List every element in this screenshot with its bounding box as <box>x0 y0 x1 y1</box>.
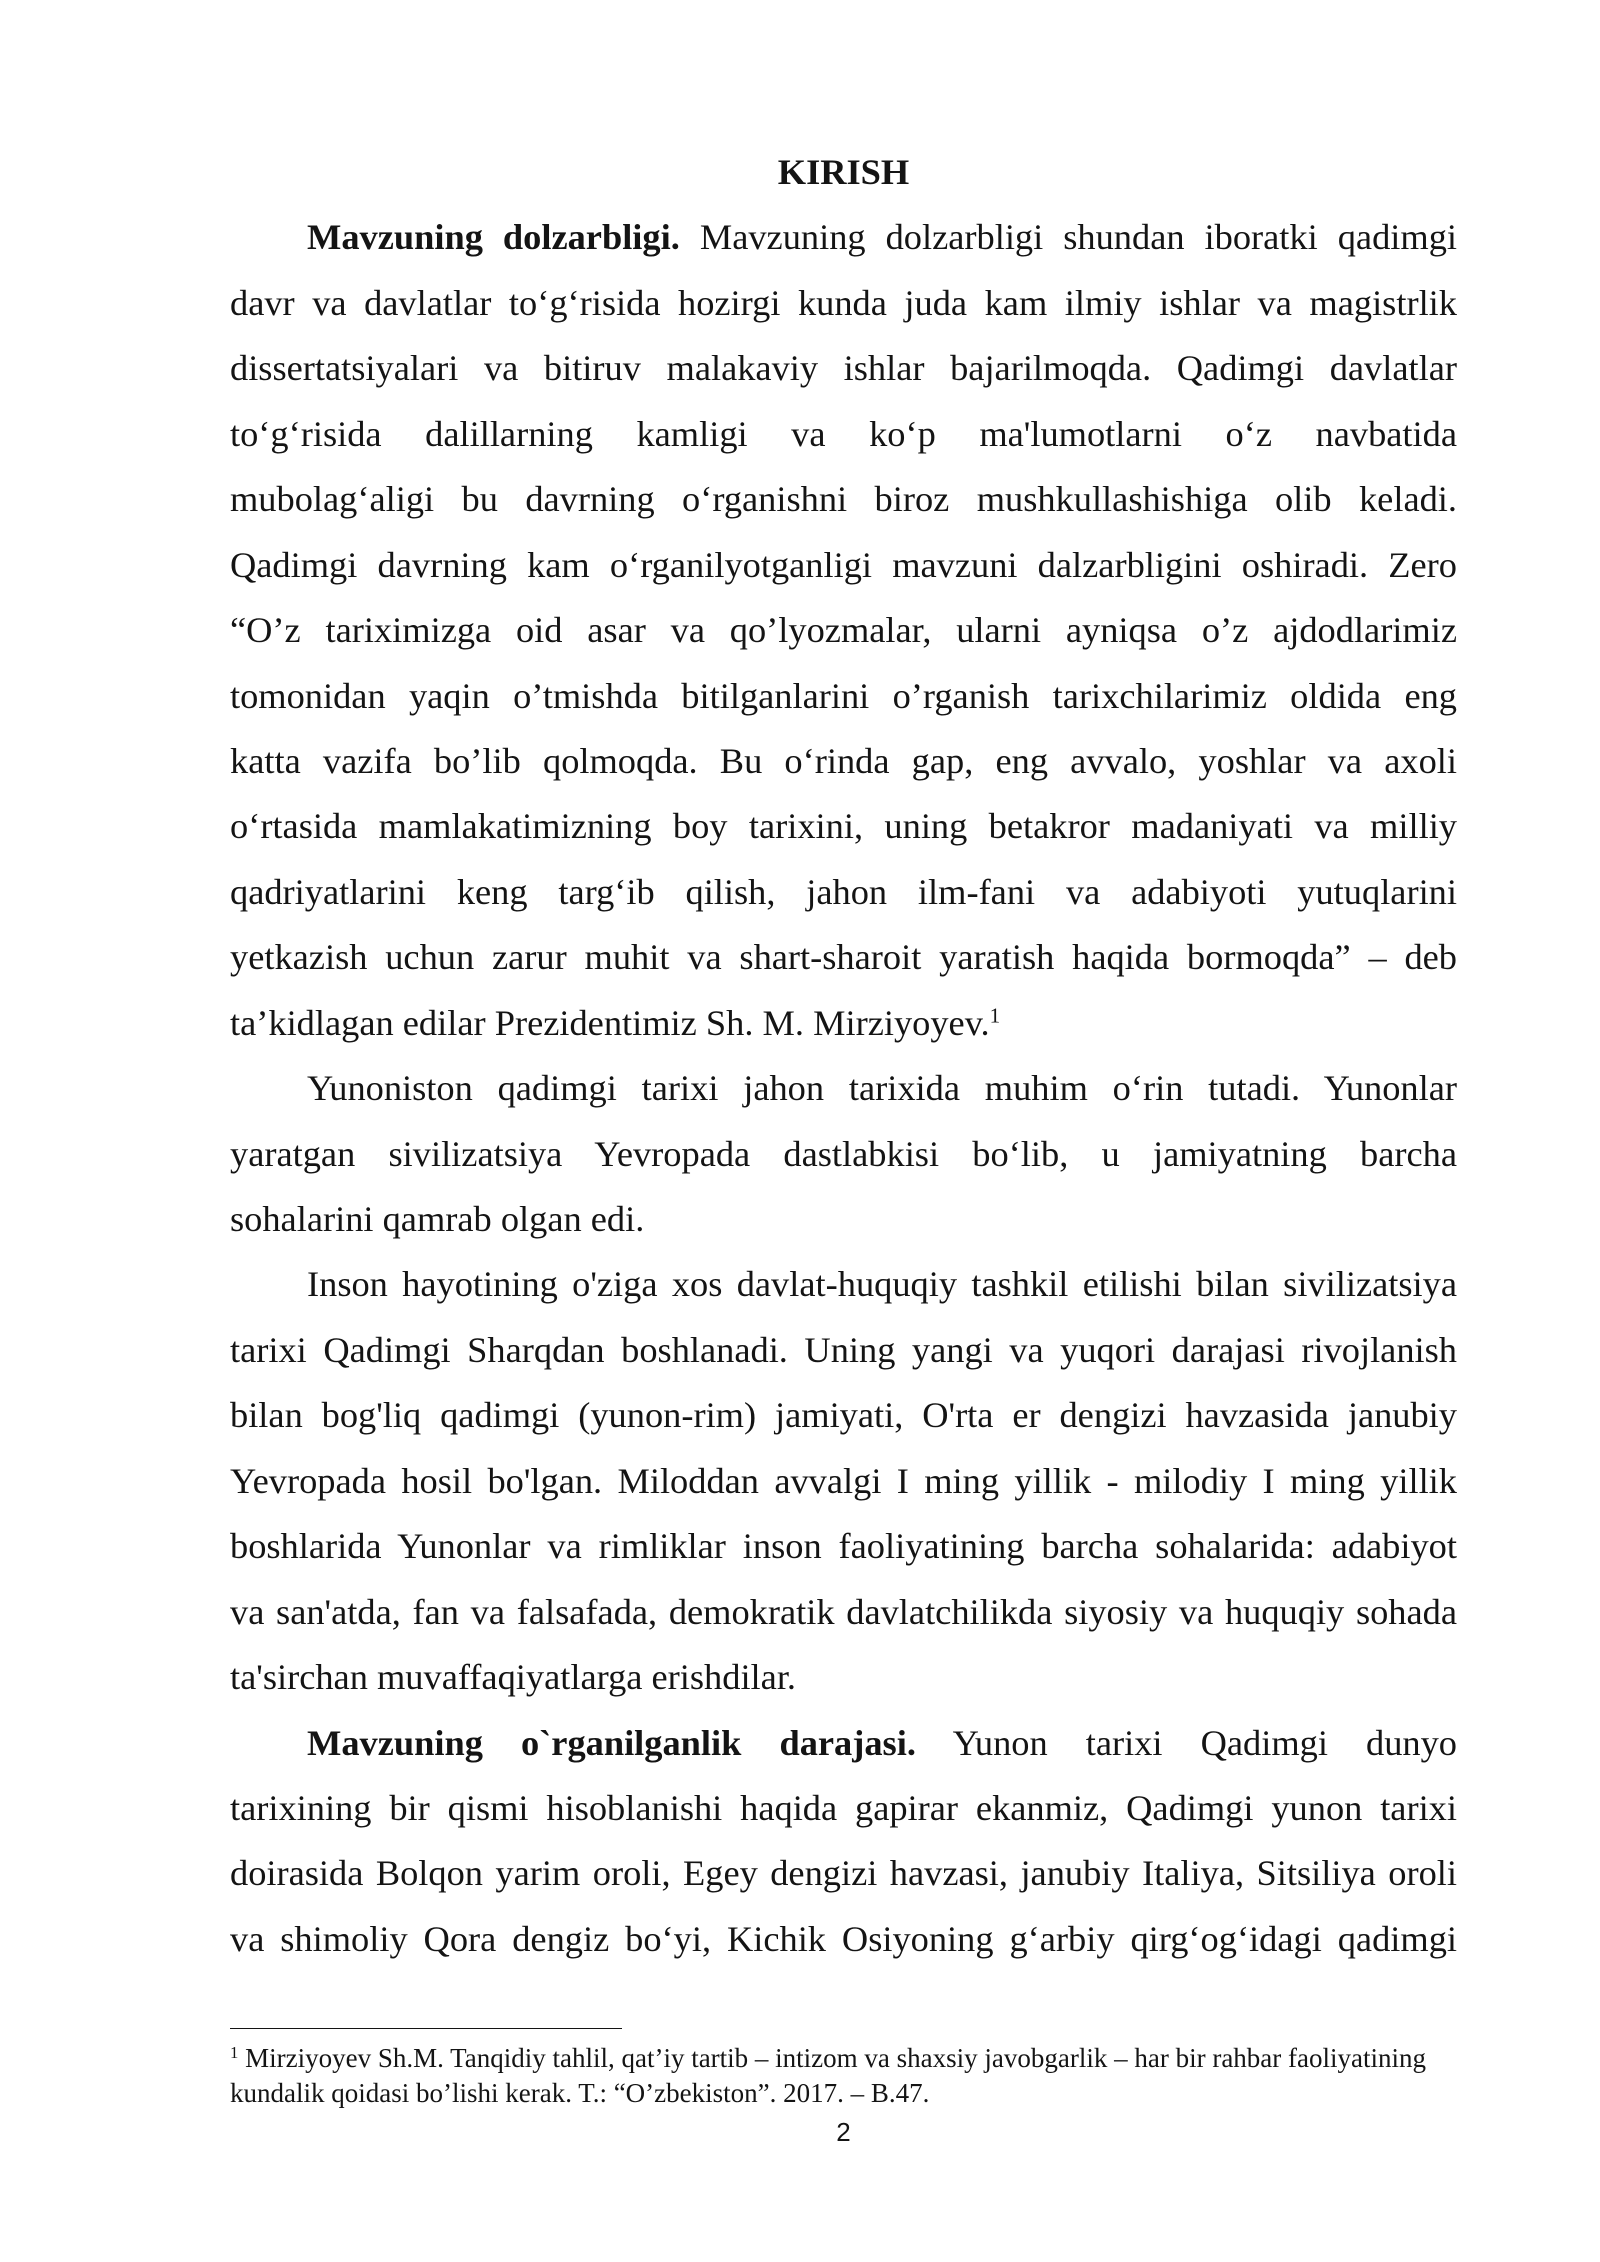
paragraph-line: doirasida Bolqon yarim oroli, Egey dengizi havzasi, janubiy Italiya, Sitsiliya oroli <box>230 1853 1457 1894</box>
footnote-text: Mirziyoyev Sh.M. Tanqidiy tahlil, qat’iy tartib – intizom va shaxsiy javobgarlik – har bir rahbar faoliyatining <box>245 2043 1426 2073</box>
footnote-mark: 1 <box>230 2042 239 2062</box>
paragraph-line: Inson hayotining o'ziga xos davlat-huquqiy tashkil etilishi bilan sivilizatsiya <box>307 1264 1457 1305</box>
paragraph-greece <box>230 1056 1457 1252</box>
line-text: Mavzuning dolzarbligi shundan iboratki qadimgi <box>699 217 1457 258</box>
footnote-separator <box>230 2028 622 2029</box>
paragraph-line: to‘g‘risida dalillarning kamligi va ko‘p ma'lumotlarni o‘z navbatida <box>230 413 1457 454</box>
paragraph-line: va shimoliy Qora dengiz bo‘yi, Kichik Osiyoning g‘arbiy qirg‘og‘idagi qadimgi <box>230 1918 1457 1959</box>
paragraph-line <box>230 205 1457 270</box>
paragraph-line: katta vazifa bo’lib qolmoqda. Bu o‘rinda gap, eng avvalo, yoshlar va axoli <box>230 740 1457 781</box>
footnote-line: kundalik qoidasi bo’lishi kerak. T.: “O’zbekiston”. 2017. – B.47. <box>230 2078 930 2108</box>
paragraph-line: yaratgan sivilizatsiya Yevropada dastlabkisi bo‘lib, u jamiyatning barcha <box>230 1133 1457 1174</box>
footnote-ref: 1 <box>989 1003 1001 1028</box>
line-text: Yunon tarixi Qadimgi dunyo <box>952 1722 1457 1763</box>
paragraph-lead: Mavzuning o`rganilganlik darajasi. <box>307 1722 916 1763</box>
page-heading: KIRISH <box>777 152 910 192</box>
paragraph-relevance <box>230 205 1457 1056</box>
paragraph-line: mubolag‘aligi bu davrning o‘rganishni biroz mushkullashishiga olib keladi. <box>230 479 1457 520</box>
body-text <box>230 140 1457 1972</box>
paragraph-line: boshlarida Yunonlar va rimliklar inson faoliyatining barcha sohalarida: adabiyot <box>230 1526 1457 1567</box>
paragraph-line: Yunoniston qadimgi tarixi jahon tarixida muhim o‘rin tutadi. Yunonlar <box>307 1068 1457 1109</box>
paragraph-line: sohalarini qamrab olgan edi. <box>230 1199 645 1239</box>
paragraph-line <box>230 1711 1457 1776</box>
paragraph-line: bilan bog'liq qadimgi (yunon-rim) jamiyati, O'rta er dengizi havzasida janubiy <box>230 1395 1457 1436</box>
paragraph-civilization <box>230 1252 1457 1710</box>
footnote <box>230 2041 1457 2111</box>
page-number: 2 <box>836 2117 851 2147</box>
paragraph-line: tarixining bir qismi hisoblanishi haqida gapirar ekanmiz, Qadimgi yunon tarixi <box>230 1787 1457 1828</box>
paragraph-line: yetkazish uchun zarur muhit va shart-sharoit yaratish haqida bormoqda” – deb <box>230 937 1457 978</box>
paragraph-line: dissertatsiyalari va bitiruv malakaviy ishlar bajarilmoqda. Qadimgi davlatlar <box>230 348 1457 389</box>
paragraph-line: davr va davlatlar to‘g‘risida hozirgi kunda juda kam ilmiy ishlar va magistrlik <box>230 282 1457 323</box>
paragraph-line: tarixi Qadimgi Sharqdan boshlanadi. Uning yangi va yuqori darajasi rivojlanish <box>230 1329 1457 1370</box>
paragraph-line: qadriyatlarini keng targ‘ib qilish, jahon ilm-fani va adabiyoti yutuqlarini <box>230 871 1457 912</box>
paragraph-line: Qadimgi davrning kam o‘rganilyotganligi mavzuni dalzarbligini oshiradi. Zero <box>230 544 1457 585</box>
paragraph-line: “O’z tariximizga oid asar va qo’lyozmalar, ularni ayniqsa o’z ajdodlarimiz <box>230 610 1457 651</box>
paragraph-line: tomonidan yaqin o’tmishda bitilganlarini o’rganish tarixchilarimiz oldida eng <box>230 675 1457 716</box>
paragraph-line: ta'sirchan muvaffaqiyatlarga erishdilar. <box>230 1657 797 1698</box>
line-text: ta’kidlagan edilar Prezidentimiz Sh. M. Mirziyoyev. <box>230 1002 990 1043</box>
footnote-line <box>230 2041 1457 2076</box>
paragraph-line: Yevropada hosil bo'lgan. Miloddan avvalgi I ming yillik - milodiy I ming yillik <box>230 1460 1457 1501</box>
paragraph-line: va san'atda, fan va falsafada, demokratik davlatchilikda siyosiy va huquqiy sohada <box>230 1591 1457 1632</box>
paragraph-line: o‘rtasida mamlakatimizning boy tarixini, uning betakror madaniyati va milliy <box>230 806 1457 847</box>
paragraph-line <box>230 991 1457 1056</box>
paragraph-lead: Mavzuning dolzarbligi. <box>307 217 680 258</box>
paragraph-research-level <box>230 1711 1457 1973</box>
